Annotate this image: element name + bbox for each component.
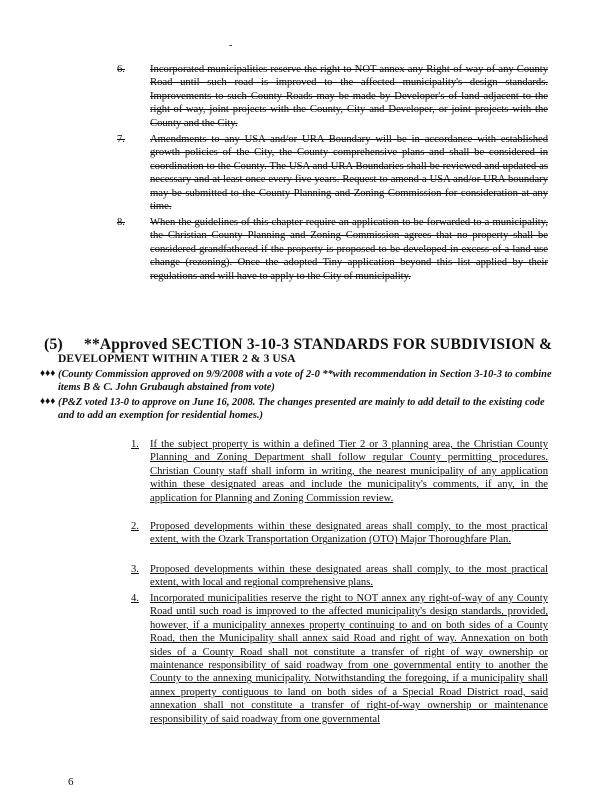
item-2-number: 2. [131, 521, 139, 532]
note-1-text: (County Commission approved on 9/9/2008 with a vote of 2-0 **with recommendation in Section 3-10-3 to combine items B & C. John Grubaugh abstained from vote) [58, 369, 552, 393]
item-4-text: Incorporated municipalities reserve the right to NOT annex any right-of-way of any County Road until such road is improved to the affected municipality's design standards, provided, however, if a municipality annexes property continuing to and on both sides of a County Road, then the Municipality shall annex said Road and right of way. Annexation on both sides of a County Road shall not constitute a transfer of right of way ownership or maintenance responsibility of said roadway from one governmental entity to another the County to the annexing municipality. Notwithstanding the foregoing, if a municipality shall annex property contiguous to land on both sides of a Special Road District road, said annexation shall not constitute a transfer of right-of-way ownership or maintenance responsibility of said roadway from one governmental [150, 593, 548, 725]
section-subtitle: DEVELOPMENT WITHIN A TIER 2 & 3 USA [58, 353, 296, 365]
item-2-text: Proposed developments within these designated areas shall comply, to the most practical extent, with the Ozark Transportation Organization (OTO) Major Thoroughfare Plan. [150, 521, 548, 546]
item-1-text: If the subject property is within a defined Tier 2 or 3 planning area, the Christian County Planning and Zoning Department shall follow regular County permitting procedures. Christian County staff shall inform in writing, the nearest municipality of any application within these designated areas and include the municipality's comments, if any, in the application for Planning and Zoning Commission review. [150, 439, 548, 504]
struck-item-8-number: 8. [117, 217, 125, 228]
item-1-number: 1. [131, 439, 139, 450]
item-3-text: Proposed developments within these designated areas shall comply, to the most practical extent, with local and regional comprehensive plans. [150, 564, 548, 589]
header-mark: - [229, 40, 233, 51]
struck-item-8-text: When the guidelines of this chapter require an application to be forwarded to a municipality, the Christian County Planning and Zoning Commission agrees that no property shall be considered grandfathered if the property is proposed to be developed in excess of a land use change (rezoning). Once the adopted Tiny application beyond this list applied by their regulations and will have to apply to the City of municipality. [150, 217, 548, 282]
page-number: 6 [68, 776, 74, 788]
section-title: **Approved SECTION 3-10-3 STANDARDS FOR SUBDIVISION & [84, 336, 553, 353]
struck-item-7-number: 7. [117, 134, 125, 145]
section-number: (5) [44, 336, 63, 353]
struck-item-6-text: Incorporated municipalities reserve the right to NOT annex any Right-of-way of any County Road until such road is improved to the affected municipality's design standards. Improvements to such County Roads may be made by Developer's of land adjacent to the right-of-way, joint projects with the County, City and Developer, or joint projects with the County and the City. [150, 64, 548, 129]
struck-item-7-text: Amendments to any USA and/or URA Boundary will be in accordance with established growth policies of the City, the County comprehensive plans and shall be considered in coordination to the County. The USA and URA Boundaries shall be reviewed and updated as necessary and at least once every five years. Request to amend a USA and/or URA boundary may be submitted to the County Planning and Zoning Commission for consideration at any time. [150, 134, 548, 213]
note-2-bullet: ♦♦♦ [40, 396, 56, 407]
note-1-bullet: ♦♦♦ [40, 368, 56, 379]
item-3-number: 3. [131, 564, 139, 575]
struck-item-6-number: 6. [117, 64, 125, 75]
item-4-number: 4. [131, 593, 139, 604]
note-2-text: (P&Z voted 13-0 to approve on June 16, 2008. The changes presented are mainly to add detail to the existing code and to add an exemption for residential homes.) [58, 397, 545, 421]
